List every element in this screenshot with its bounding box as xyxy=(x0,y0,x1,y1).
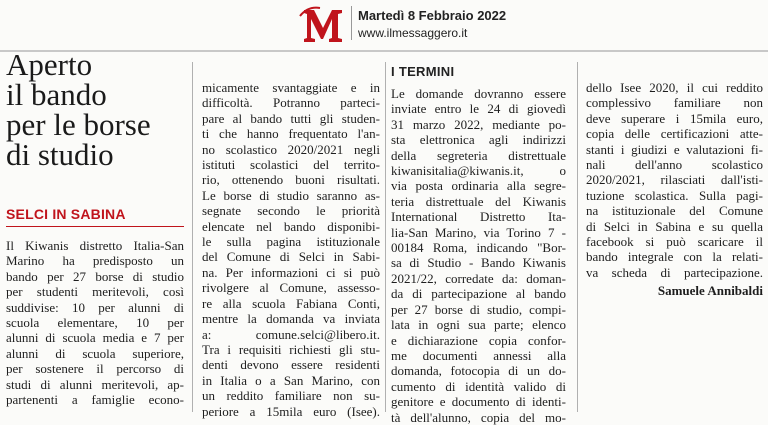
text-line: Marino ha predisposto un xyxy=(6,253,184,269)
headline-line: il bando xyxy=(6,77,107,112)
publication-url: www.ilmessaggero.it xyxy=(358,26,468,40)
publication-date: Martedì 8 Febbraio 2022 xyxy=(358,8,507,23)
text-line: complessivo familiare non xyxy=(586,95,763,111)
text-line: International Distretto Ita- xyxy=(391,209,566,225)
text-line: nali dell'anno scolastico xyxy=(586,157,763,173)
text-line: sta elettronica agli indirizzi xyxy=(391,132,566,148)
text-line: istituti scolastici del territo- xyxy=(202,157,380,173)
text-line: sa di Studio - Bando Kiwanis xyxy=(391,255,566,271)
text-line: del Comune di Selci in Sabi- xyxy=(202,249,380,265)
text-line: deve superare i 15mila euro, xyxy=(586,110,763,126)
article-headline xyxy=(6,47,191,172)
text-line: facebook si può scaricare il xyxy=(586,234,763,250)
text-line: micamente svantaggiate e in xyxy=(202,80,380,95)
text-line: mentre la domanda va inviata xyxy=(202,311,380,327)
text-line: da di partecipazione al bando xyxy=(391,286,566,302)
text-line: bando per 27 borse di studio xyxy=(6,268,184,284)
text-line: tuzione scolastica. Sulla pagi- xyxy=(586,187,763,203)
text-line: di Selci in Sabina e su quella xyxy=(586,218,763,234)
text-line: rivolgere al Comune, assesso- xyxy=(202,280,380,296)
text-line: dello Isee 2020, il cui reddito xyxy=(586,80,763,95)
text-line: teria distrettuale del Kiwanis xyxy=(391,193,566,209)
article-author: Samuele Annibaldi xyxy=(657,283,763,298)
text-line: genitore e documento di identi- xyxy=(391,394,566,410)
text-line: 2020/2021, rilasciati dall'isti- xyxy=(586,172,763,188)
text-line: a: comune.selci@libero.it. xyxy=(202,326,380,342)
text-line: via posta ordinaria alla segre- xyxy=(391,178,566,194)
text-line: 00184 Roma, indicando "Bor- xyxy=(391,240,566,256)
headline-line: Aperto xyxy=(6,47,93,82)
text-line: va scheda di partecipazione. xyxy=(586,264,763,280)
article-column-4 xyxy=(586,80,763,280)
text-line: periore a 15mila euro (Isee). xyxy=(202,403,380,419)
text-line: re alla scuola Fabiana Conti, xyxy=(202,295,380,311)
section-tag-rule xyxy=(6,226,184,227)
headline-line: per le borse xyxy=(6,107,151,142)
text-line: inviate entro le 24 di giovedì xyxy=(391,101,566,117)
column-rule xyxy=(192,62,193,412)
text-line: elencate nel bando disponibi- xyxy=(202,218,380,234)
text-line: segnate secondo le priorità xyxy=(202,203,380,219)
text-line: suddivise: 10 per alunni di xyxy=(6,299,184,315)
headline-line: di studio xyxy=(6,137,114,172)
text-line: le sulla pagina istituzionale xyxy=(202,234,380,250)
text-line: pare al bando tutti gli studen- xyxy=(202,110,380,126)
text-line: per studenti meritevoli, così xyxy=(6,284,184,300)
text-line: scuola elementare, 10 per xyxy=(6,315,184,331)
text-line: cumento di identità valido di xyxy=(391,378,566,394)
text-line: della segreteria distrettuale xyxy=(391,147,566,163)
text-line: rio, ottenendo buoni risultati. xyxy=(202,172,380,188)
text-line: denti devono essere residenti xyxy=(202,357,380,373)
article-column-1 xyxy=(6,238,184,407)
text-line: lia-San Marino, via Torino 7 - xyxy=(391,224,566,240)
column-rule xyxy=(385,62,386,412)
text-line: na istituzionale del Comune xyxy=(586,203,763,219)
text-line: domanda, fotocopia di un do- xyxy=(391,363,566,379)
section-tag: SELCI IN SABINA xyxy=(6,206,126,222)
text-line: Le domande dovranno essere xyxy=(391,86,566,101)
article-column-3 xyxy=(391,86,566,425)
masthead-divider xyxy=(351,6,352,40)
text-line: tà dell'alunno, copia del mo- xyxy=(391,409,566,425)
text-line: un reddito familiare non su- xyxy=(202,388,380,404)
text-line: ti che hanno frequentato l'an- xyxy=(202,126,380,142)
text-line: per 27 borse di studio, compi- xyxy=(391,301,566,317)
text-line: lata in ogni sua parte; elenco xyxy=(391,317,566,333)
text-line: alunni di scuola media e 7 per xyxy=(6,330,184,346)
text-line: kiwanisitalia@kiwanis.it, o xyxy=(391,163,566,179)
text-line: no scolastico 2020/2021 negli xyxy=(202,141,380,157)
text-line: Le borse di studio saranno as- xyxy=(202,187,380,203)
text-line: in Italia o a San Marino, con xyxy=(202,372,380,388)
text-line: e dichiarazione copia confor- xyxy=(391,332,566,348)
text-line: studi di alunni meritevoli, ap- xyxy=(6,376,184,392)
text-line: Tra i requisiti richiesti gli stu- xyxy=(202,341,380,357)
text-line: difficoltà. Potranno parteci- xyxy=(202,95,380,111)
text-line: partenenti a famiglie econo- xyxy=(6,392,184,408)
text-line: stanti i giudizi e valutazioni fi- xyxy=(586,141,763,157)
column-rule xyxy=(577,62,578,412)
article-column-2 xyxy=(202,80,380,419)
text-line: copia delle certificazioni atte- xyxy=(586,126,763,142)
il-messaggero-logo xyxy=(298,4,348,44)
text-line: Il Kiwanis distretto Italia-San xyxy=(6,238,184,253)
subsection-title: I TERMINI xyxy=(391,64,455,79)
text-line: na. Per informazioni ci si può xyxy=(202,264,380,280)
text-line: me documenti annessi alla xyxy=(391,347,566,363)
text-line: 2021/22, corredate da: doman- xyxy=(391,270,566,286)
text-line: alunni di scuola superiore, xyxy=(6,345,184,361)
text-line: per sostenere il percorso di xyxy=(6,361,184,377)
text-line: bando integrale con la relati- xyxy=(586,249,763,265)
text-line: 31 marzo 2022, mediante po- xyxy=(391,116,566,132)
